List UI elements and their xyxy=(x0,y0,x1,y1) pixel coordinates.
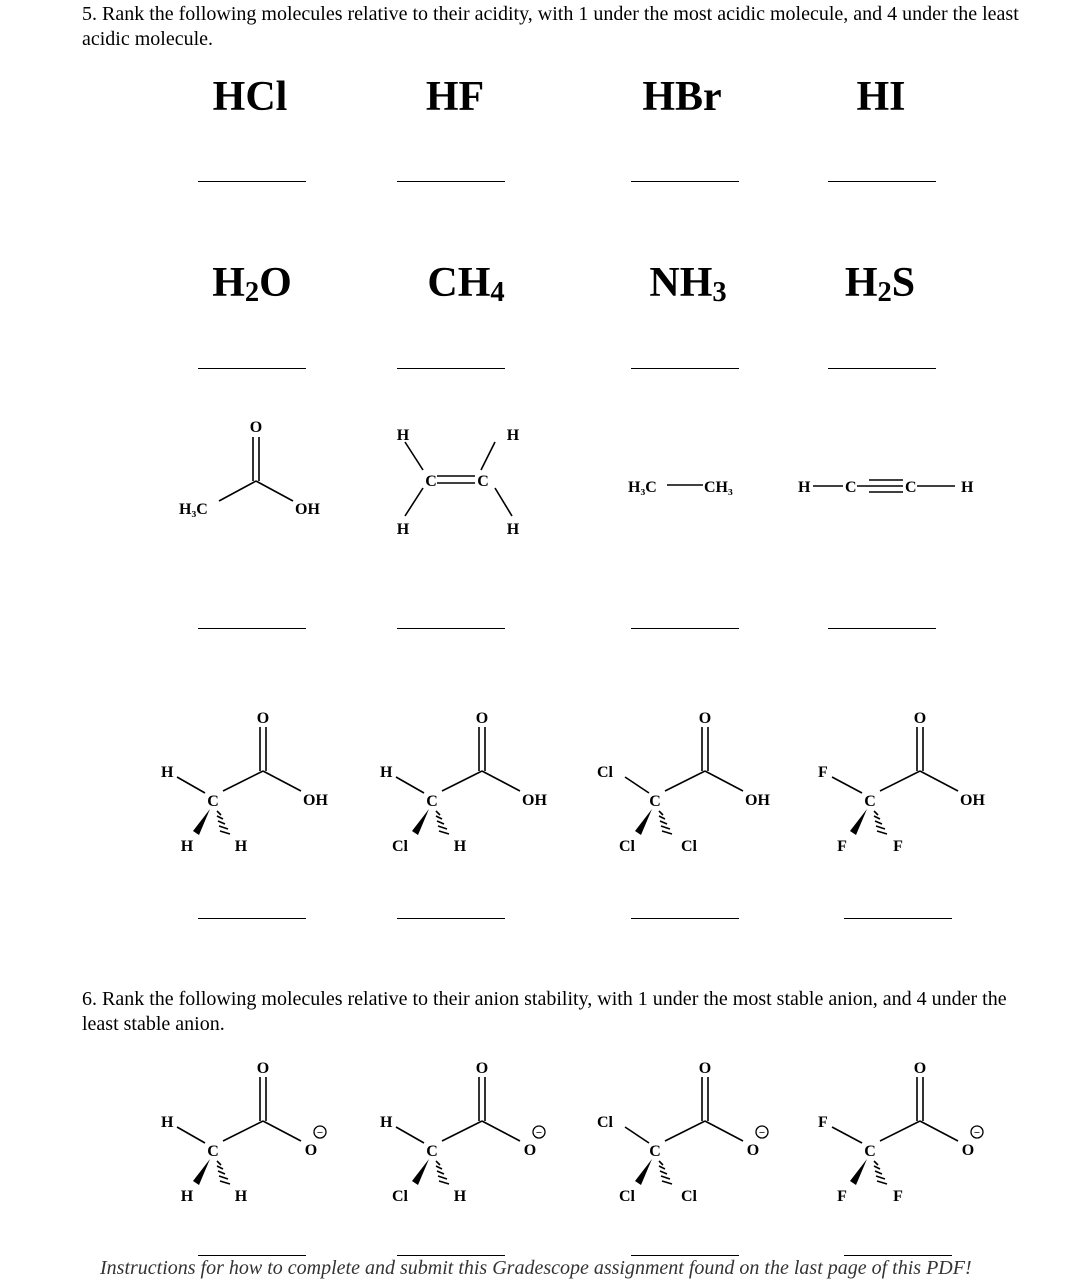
dash xyxy=(217,811,221,815)
h-label: H xyxy=(961,479,974,496)
substituent-label: F xyxy=(893,1188,903,1205)
dash xyxy=(218,1171,225,1174)
answer-blank-nh3[interactable] xyxy=(631,368,739,369)
substituent-label: F xyxy=(893,838,903,855)
substituent-label: F xyxy=(837,1188,847,1205)
oxygen-label: O xyxy=(698,1060,712,1077)
answer-blank-hi[interactable] xyxy=(828,181,936,182)
instructions-footer: Instructions for how to complete and submit this Gradescope assignment found on the last page of this PDF! xyxy=(100,1257,972,1279)
substituent-label: Cl xyxy=(619,838,635,855)
substituent-label: H xyxy=(161,1114,174,1131)
dash xyxy=(874,816,880,819)
dash xyxy=(436,811,440,815)
carbon-label: C xyxy=(864,793,876,810)
dash xyxy=(874,1161,878,1165)
c-o-bond xyxy=(705,1121,743,1141)
answer-blank-ethene[interactable] xyxy=(397,628,505,629)
dash xyxy=(219,826,228,829)
dash xyxy=(659,1166,665,1169)
substituent-label: Cl xyxy=(597,1114,613,1131)
dash xyxy=(437,821,444,824)
substituent-label: H xyxy=(453,838,467,855)
oxygen-label: O xyxy=(256,1060,270,1077)
dash xyxy=(436,1161,440,1165)
acetic-acid-structure-row4 xyxy=(155,705,345,860)
dash xyxy=(660,1171,667,1174)
wedge-bond xyxy=(850,809,867,835)
trifluoroacetic-acid-structure xyxy=(812,705,1002,860)
formula-nh3: $NH_3$ xyxy=(649,260,727,309)
c-o-bond xyxy=(263,1121,301,1141)
charge-sign: − xyxy=(973,1127,981,1139)
answer-blank-ch4[interactable] xyxy=(397,368,505,369)
trichloroacetic-acid-structure xyxy=(597,705,787,860)
anionic-oxygen-label: O xyxy=(304,1142,318,1159)
ch-bond-tr xyxy=(481,442,495,470)
dash xyxy=(218,821,225,824)
c-x1-bond xyxy=(625,777,649,793)
question-5-prompt: 5. Rank the following molecules relative to their acidity, with 1 under the most acidic molecule, and 4 under the least acidic molecule. xyxy=(82,3,1019,50)
answer-blank-trifluoroacetic-acid[interactable] xyxy=(844,918,952,919)
dash xyxy=(438,1176,447,1179)
wedge-bond xyxy=(635,1159,652,1185)
dash xyxy=(875,821,882,824)
cc-bond xyxy=(880,771,920,791)
dash xyxy=(660,821,667,824)
dash xyxy=(877,1181,887,1184)
dash xyxy=(439,831,449,834)
dash xyxy=(876,826,885,829)
substituent-label: H xyxy=(161,764,174,781)
answer-blank-ethyne[interactable] xyxy=(828,628,936,629)
answer-blank-acetic-acid-r4[interactable] xyxy=(198,918,306,919)
dash xyxy=(877,831,887,834)
answer-blank-trichloroacetate[interactable] xyxy=(631,1255,739,1256)
dash xyxy=(876,1176,885,1179)
ch-bond-br xyxy=(495,488,512,516)
hydroxyl-label: OH xyxy=(295,501,320,518)
trifluoroacetate-anion-structure xyxy=(812,1055,1002,1210)
ethyne-structure xyxy=(795,470,985,502)
answer-blank-hbr[interactable] xyxy=(631,181,739,182)
anionic-oxygen-label: O xyxy=(961,1142,975,1159)
substituent-label: Cl xyxy=(392,838,408,855)
cc-bond xyxy=(880,1121,920,1141)
substituent-label: F xyxy=(818,764,828,781)
answer-blank-trichloroacetic-acid[interactable] xyxy=(631,918,739,919)
c-x1-bond xyxy=(832,1127,862,1143)
dash xyxy=(220,831,230,834)
c-label: C xyxy=(477,473,489,490)
hydroxyl-label: OH xyxy=(960,792,985,809)
formula-hcl: HCl xyxy=(212,74,288,120)
c-oh-bond xyxy=(256,481,293,501)
carbon-label: C xyxy=(426,793,438,810)
dash xyxy=(220,1181,230,1184)
hydroxyl-label: OH xyxy=(522,792,547,809)
c-label: C xyxy=(905,479,917,496)
chloroacetate-anion-structure xyxy=(374,1055,564,1210)
dash xyxy=(217,816,223,819)
carbon-label: C xyxy=(649,793,661,810)
dash xyxy=(661,1176,670,1179)
dash xyxy=(662,1181,672,1184)
wedge-bond xyxy=(635,809,652,835)
dash xyxy=(219,1176,228,1179)
dash xyxy=(659,816,665,819)
c-oh-bond xyxy=(705,771,743,791)
formula-hbr: HBr xyxy=(642,74,722,120)
dash xyxy=(659,1161,663,1165)
substituent-label: F xyxy=(818,1114,828,1131)
answer-blank-h2o[interactable] xyxy=(198,368,306,369)
c-x1-bond xyxy=(625,1127,649,1143)
cc-bond xyxy=(665,771,705,791)
dash xyxy=(875,1171,882,1174)
acetate-anion-structure xyxy=(155,1055,345,1210)
formula-h2o: $H_2O$ xyxy=(212,260,292,309)
substituent-label: H xyxy=(180,838,194,855)
c-x1-bond xyxy=(832,777,862,793)
carbon-label: C xyxy=(426,1143,438,1160)
substituent-label: Cl xyxy=(619,1188,635,1205)
dash xyxy=(659,811,663,815)
ch3-right-label: CH₃ xyxy=(704,479,733,496)
cc-bond xyxy=(442,1121,482,1141)
answer-blank-h2s[interactable] xyxy=(828,368,936,369)
ch-bond-bl xyxy=(405,488,423,516)
charge-sign: − xyxy=(758,1127,766,1139)
h-label: H xyxy=(396,427,410,444)
answer-blank-acetate[interactable] xyxy=(198,1255,306,1256)
dash xyxy=(661,826,670,829)
h-label: H xyxy=(396,521,410,538)
c-x1-bond xyxy=(396,777,424,793)
carbon-label: C xyxy=(207,793,219,810)
c-x1-bond xyxy=(396,1127,424,1143)
substituent-label: H xyxy=(180,1188,194,1205)
substituent-label: H xyxy=(234,1188,248,1205)
substituent-label: Cl xyxy=(681,838,697,855)
substituent-label: Cl xyxy=(392,1188,408,1205)
c-o-bond xyxy=(482,1121,520,1141)
formula-hi: HI xyxy=(856,74,906,120)
h-label: H xyxy=(506,521,520,538)
answer-blank-hcl[interactable] xyxy=(198,181,306,182)
c-label: C xyxy=(425,473,437,490)
chloroacetic-acid-structure xyxy=(374,705,564,860)
c-oh-bond xyxy=(482,771,520,791)
hydroxyl-label: OH xyxy=(745,792,770,809)
dash xyxy=(874,811,878,815)
wedge-bond xyxy=(412,809,429,835)
dash xyxy=(662,831,672,834)
wedge-bond xyxy=(193,1159,210,1185)
c-x1-bond xyxy=(177,1127,205,1143)
anionic-oxygen-label: O xyxy=(523,1142,537,1159)
ch-bond-tl xyxy=(405,442,423,470)
dash xyxy=(874,1166,880,1169)
c-o-bond xyxy=(920,1121,958,1141)
answer-blank-acetic-acid[interactable] xyxy=(198,628,306,629)
substituent-label: Cl xyxy=(681,1188,697,1205)
ethene-structure xyxy=(385,420,535,540)
answer-blank-trifluoroacetate[interactable] xyxy=(844,1255,952,1256)
charge-sign: − xyxy=(535,1127,543,1139)
ch3-left-label: H₃C xyxy=(628,479,657,496)
c-label: C xyxy=(845,479,857,496)
substituent-label: H xyxy=(234,838,248,855)
c-ch3-bond xyxy=(219,481,256,501)
dash xyxy=(217,1161,221,1165)
dash xyxy=(439,1181,449,1184)
charge-sign: − xyxy=(316,1127,324,1139)
formula-ch4: $CH_4$ xyxy=(427,260,505,309)
formula-h2s: $H_2S$ xyxy=(844,260,916,309)
hydroxyl-label: OH xyxy=(303,792,328,809)
oxygen-label: O xyxy=(475,710,489,727)
answer-blank-chloroacetate[interactable] xyxy=(397,1255,505,1256)
carbon-label: C xyxy=(207,1143,219,1160)
anionic-oxygen-label: O xyxy=(746,1142,760,1159)
h-label: H xyxy=(798,479,811,496)
dash xyxy=(438,826,447,829)
answer-blank-hf[interactable] xyxy=(397,181,505,182)
carbon-label: C xyxy=(649,1143,661,1160)
answer-blank-ethane[interactable] xyxy=(631,628,739,629)
dash xyxy=(437,1171,444,1174)
trichloroacetate-anion-structure xyxy=(597,1055,787,1210)
oxygen-label: O xyxy=(913,710,927,727)
wedge-bond xyxy=(412,1159,429,1185)
substituent-label: H xyxy=(453,1188,467,1205)
oxygen-label: O xyxy=(256,710,270,727)
oxygen-label: O xyxy=(698,710,712,727)
h-label: H xyxy=(506,427,520,444)
substituent-label: Cl xyxy=(597,764,613,781)
cc-bond xyxy=(665,1121,705,1141)
oxygen-label: O xyxy=(475,1060,489,1077)
cc-bond xyxy=(223,1121,263,1141)
cc-bond xyxy=(223,771,263,791)
c-oh-bond xyxy=(263,771,301,791)
methyl-label: H₃C xyxy=(179,501,208,518)
cc-bond xyxy=(442,771,482,791)
substituent-label: H xyxy=(380,1114,393,1131)
question-6-prompt: 6. Rank the following molecules relative to their anion stability, with 1 under the most stable anion, and 4 under the least stable anion. xyxy=(82,988,1007,1035)
substituent-label: H xyxy=(380,764,393,781)
wedge-bond xyxy=(850,1159,867,1185)
answer-blank-chloroacetic-acid[interactable] xyxy=(397,918,505,919)
acetic-acid-structure xyxy=(175,415,335,525)
wedge-bond xyxy=(193,809,210,835)
ethane-structure xyxy=(625,470,755,502)
dash xyxy=(436,816,442,819)
dash xyxy=(436,1166,442,1169)
c-oh-bond xyxy=(920,771,958,791)
carbon-label: C xyxy=(864,1143,876,1160)
c-x1-bond xyxy=(177,777,205,793)
formula-hf: HF xyxy=(425,74,485,120)
substituent-label: F xyxy=(837,838,847,855)
dash xyxy=(217,1166,223,1169)
oxygen-label: O xyxy=(913,1060,927,1077)
oxygen-label: O xyxy=(249,419,263,436)
